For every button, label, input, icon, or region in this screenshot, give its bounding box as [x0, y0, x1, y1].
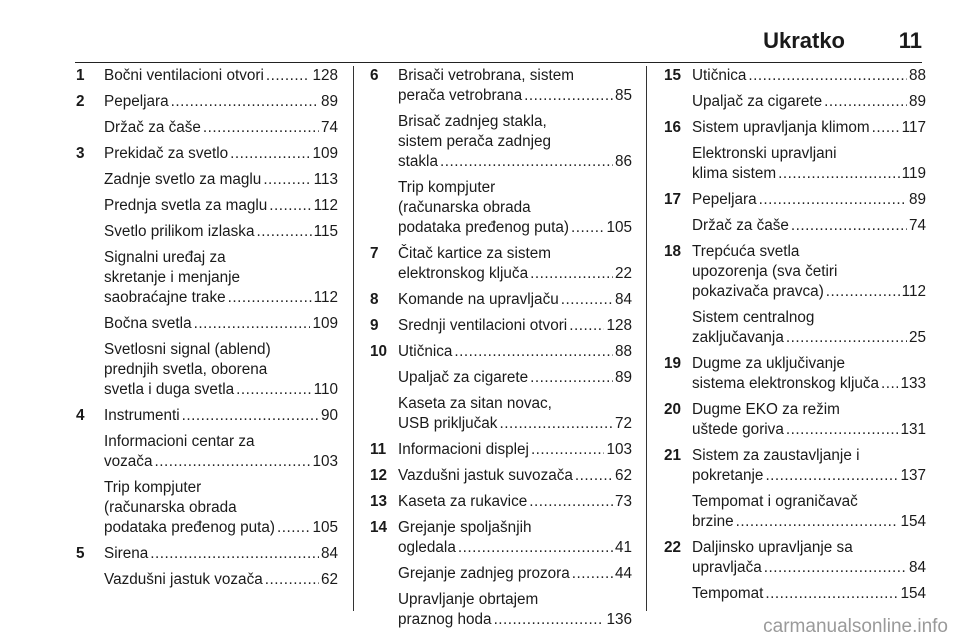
- dot-leader: [824, 92, 907, 112]
- index-entry: [370, 178, 632, 238]
- entry-text: sistem perača zadnjeg: [398, 133, 552, 150]
- entry-text: pokazivača pravca): [692, 283, 824, 300]
- entry-number: 9: [370, 317, 379, 334]
- entry-text: Čitač kartice za sistem: [398, 245, 552, 262]
- index-entry: [664, 308, 926, 348]
- dot-leader: [531, 440, 605, 460]
- entry-text: Komande na upravljaču: [398, 291, 559, 308]
- entry-text: (računarska obrada: [104, 499, 237, 516]
- entry-page-ref: 84: [908, 559, 926, 576]
- dot-leader: [791, 216, 907, 236]
- entry-last-line: [104, 314, 338, 334]
- dot-leader: [263, 170, 311, 190]
- entry-page-ref: 109: [312, 145, 338, 162]
- entry-text: Elektronski upravljani: [692, 145, 837, 162]
- dot-leader: [277, 518, 311, 538]
- entry-text: (računarska obrada: [398, 199, 531, 216]
- entry-last-line: [104, 118, 338, 138]
- dot-leader: [194, 314, 311, 334]
- dot-leader: [530, 264, 613, 284]
- entry-text: Vazdušni jastuk vozača: [104, 571, 263, 588]
- dot-leader: [786, 420, 899, 440]
- entry-text: perača vetrobrana: [398, 87, 523, 104]
- entry-page-ref: 105: [312, 519, 338, 536]
- entry-number: 11: [370, 441, 387, 458]
- entry-text: zaključavanja: [692, 329, 784, 346]
- entry-text: upravljača: [692, 559, 762, 576]
- dot-leader: [759, 190, 907, 210]
- entry-text: ogledala: [398, 539, 456, 556]
- entry-text: podataka pređenog puta): [104, 519, 275, 536]
- entry-last-line: [104, 518, 338, 538]
- dot-leader: [182, 406, 319, 426]
- column-divider-1: [353, 66, 354, 611]
- dot-leader: [778, 164, 899, 184]
- entry-text: Signalni uređaj za: [104, 249, 226, 266]
- entry-page-ref: 119: [901, 165, 926, 182]
- entry-last-line: [692, 282, 926, 302]
- entry-page-ref: 154: [900, 513, 926, 530]
- index-column-2: [370, 66, 632, 636]
- dot-leader: [458, 538, 613, 558]
- index-entry: [76, 196, 338, 216]
- entry-last-line: [104, 570, 338, 590]
- entry-page-ref: 88: [614, 343, 632, 360]
- entry-text: Tempomat: [692, 585, 764, 602]
- page-header: [0, 20, 960, 60]
- entry-page-ref: 154: [900, 585, 926, 602]
- entry-page-ref: 89: [614, 369, 632, 386]
- entry-text: Pepeljara: [104, 93, 169, 110]
- entry-text: Trepćuća svetla: [692, 243, 800, 260]
- dot-leader: [228, 288, 312, 308]
- entry-number: 20: [664, 401, 682, 418]
- entry-text: Brisači vetrobrana, sistem: [398, 67, 574, 84]
- entry-last-line: [398, 466, 632, 486]
- entry-last-line: [104, 222, 338, 242]
- column-divider-2: [646, 66, 647, 611]
- entry-last-line: [692, 190, 926, 210]
- dot-leader: [569, 316, 604, 336]
- index-entry: [370, 564, 632, 584]
- entry-last-line: [104, 380, 338, 400]
- entry-text: svetla i duga svetla: [104, 381, 235, 398]
- entry-page-ref: 84: [614, 291, 632, 308]
- entry-number: 3: [76, 145, 85, 162]
- index-entry: [370, 244, 632, 284]
- entry-page-ref: 73: [614, 493, 632, 510]
- entry-last-line: [692, 558, 926, 578]
- index-entry: [76, 170, 338, 190]
- entry-page-ref: 136: [606, 611, 632, 628]
- dot-leader: [266, 66, 311, 86]
- dot-leader: [269, 196, 311, 216]
- page-title: Ukratko: [763, 28, 845, 53]
- entry-page-ref: 112: [313, 289, 338, 306]
- dot-leader: [499, 414, 613, 434]
- entry-page-ref: 89: [908, 93, 926, 110]
- entry-last-line: [692, 512, 926, 532]
- entry-text: Sistem upravljanja klimom: [692, 119, 870, 136]
- dot-leader: [571, 218, 605, 238]
- dot-leader: [454, 342, 613, 362]
- entry-number: 22: [664, 539, 682, 556]
- entry-text: Grejanje spoljašnjih: [398, 519, 532, 536]
- entry-page-ref: 86: [614, 153, 632, 170]
- index-entry: [370, 290, 632, 310]
- dot-leader: [765, 466, 898, 486]
- entry-last-line: [398, 440, 632, 460]
- entry-last-line: [692, 374, 926, 394]
- page-number: 11: [898, 28, 922, 53]
- entry-last-line: [104, 452, 338, 472]
- entry-last-line: [104, 544, 338, 564]
- index-entry: [76, 66, 338, 86]
- index-entry: [664, 242, 926, 302]
- entry-text: Bočna svetla: [104, 315, 192, 332]
- entry-text: elektronskog ključa: [398, 265, 529, 282]
- dot-leader: [872, 118, 900, 138]
- entry-last-line: [692, 118, 926, 138]
- entry-page-ref: 90: [320, 407, 338, 424]
- entry-last-line: [692, 216, 926, 236]
- entry-text: Daljinsko upravljanje sa: [692, 539, 853, 556]
- entry-last-line: [398, 610, 632, 630]
- entry-text: Utičnica: [692, 67, 747, 84]
- dot-leader: [561, 290, 613, 310]
- index-entry: [76, 248, 338, 308]
- index-entry: [664, 492, 926, 532]
- entry-page-ref: 112: [901, 283, 926, 300]
- entry-last-line: [398, 492, 632, 512]
- dot-leader: [154, 452, 310, 472]
- entry-text: USB priključak: [398, 415, 498, 432]
- entry-page-ref: 109: [312, 315, 338, 332]
- index-entry: [370, 66, 632, 106]
- entry-page-ref: 22: [614, 265, 632, 282]
- entry-text: uštede goriva: [692, 421, 784, 438]
- entry-text: Zadnje svetlo za maglu: [104, 171, 262, 188]
- entry-last-line: [692, 92, 926, 112]
- entry-last-line: [692, 466, 926, 486]
- entry-text: brzine: [692, 513, 734, 530]
- dot-leader: [265, 570, 319, 590]
- entry-text: Utičnica: [398, 343, 453, 360]
- entry-text: Kaseta za sitan novac,: [398, 395, 552, 412]
- entry-page-ref: 137: [900, 467, 926, 484]
- entry-page-ref: 74: [908, 217, 926, 234]
- entry-last-line: [692, 328, 926, 348]
- dot-leader: [529, 492, 613, 512]
- entry-number: 13: [370, 493, 388, 510]
- index-entry: [664, 92, 926, 112]
- entry-text: Informacioni displej: [398, 441, 529, 458]
- entry-text: saobraćajne trake: [104, 289, 226, 306]
- entry-last-line: [104, 92, 338, 112]
- entry-last-line: [398, 564, 632, 584]
- index-entry: [76, 92, 338, 112]
- index-entry: [370, 466, 632, 486]
- entry-number: 7: [370, 245, 379, 262]
- entry-last-line: [398, 316, 632, 336]
- entry-number: 15: [664, 67, 682, 84]
- entry-last-line: [692, 66, 926, 86]
- entry-page-ref: 103: [606, 441, 632, 458]
- entry-last-line: [104, 170, 338, 190]
- entry-page-ref: 89: [320, 93, 338, 110]
- entry-last-line: [398, 414, 632, 434]
- dot-leader: [786, 328, 907, 348]
- entry-text: Držač za čaše: [692, 217, 789, 234]
- index-entry: [370, 368, 632, 388]
- entry-last-line: [398, 218, 632, 238]
- entry-text: klima sistem: [692, 165, 777, 182]
- entry-last-line: [104, 288, 338, 308]
- entry-number: 21: [664, 447, 682, 464]
- index-entry: [664, 584, 926, 604]
- index-entry: [664, 538, 926, 578]
- entry-page-ref: 131: [900, 421, 926, 438]
- entry-last-line: [692, 164, 926, 184]
- entry-number: 18: [664, 243, 682, 260]
- index-entry: [76, 118, 338, 138]
- entry-last-line: [398, 368, 632, 388]
- entry-page-ref: 41: [614, 539, 632, 556]
- entry-page-ref: 113: [313, 171, 338, 188]
- entry-page-ref: 88: [908, 67, 926, 84]
- entry-page-ref: 115: [313, 223, 338, 240]
- index-entry: [664, 144, 926, 184]
- entry-text: Dugme za uključivanje: [692, 355, 846, 372]
- entry-text: Držač za čaše: [104, 119, 201, 136]
- entry-page-ref: 25: [908, 329, 926, 346]
- dot-leader: [256, 222, 311, 242]
- dot-leader: [530, 368, 613, 388]
- entry-text: Instrumenti: [104, 407, 180, 424]
- entry-text: Upaljač za cigarete: [398, 369, 529, 386]
- entry-page-ref: 105: [606, 219, 632, 236]
- entry-number: 1: [76, 67, 85, 84]
- entry-page-ref: 44: [614, 565, 632, 582]
- entry-page-ref: 72: [614, 415, 632, 432]
- entry-page-ref: 103: [312, 453, 338, 470]
- entry-page-ref: 84: [320, 545, 338, 562]
- entry-text: Svetlosni signal (ablend): [104, 341, 271, 358]
- entry-page-ref: 112: [313, 197, 338, 214]
- index-entry: [664, 66, 926, 86]
- entry-text: stakla: [398, 153, 438, 170]
- dot-leader: [203, 118, 319, 138]
- entry-number: 14: [370, 519, 388, 536]
- entry-text: upozorenja (sva četiri: [692, 263, 838, 280]
- entry-number: 2: [76, 93, 85, 110]
- index-entry: [76, 544, 338, 564]
- entry-page-ref: 128: [606, 317, 632, 334]
- entry-text: Upaljač za cigarete: [692, 93, 823, 110]
- entry-text: pokretanje: [692, 467, 764, 484]
- dot-leader: [736, 512, 899, 532]
- index-entry: [76, 570, 338, 590]
- index-entry: [370, 342, 632, 362]
- index-column-3: [664, 66, 926, 610]
- entry-number: 16: [664, 119, 682, 136]
- entry-text: praznog hoda: [398, 611, 492, 628]
- entry-page-ref: 133: [900, 375, 926, 392]
- dot-leader: [765, 584, 898, 604]
- index-entry: [370, 440, 632, 460]
- entry-number: 10: [370, 343, 388, 360]
- entry-last-line: [398, 152, 632, 172]
- entry-last-line: [398, 290, 632, 310]
- dot-leader: [230, 144, 310, 164]
- index-entry: [664, 354, 926, 394]
- index-entry: [370, 316, 632, 336]
- dot-leader: [524, 86, 613, 106]
- index-entry: [76, 144, 338, 164]
- dot-leader: [826, 282, 900, 302]
- index-entry: [370, 112, 632, 172]
- entry-page-ref: 117: [901, 119, 926, 136]
- index-entry: [664, 446, 926, 486]
- entry-text: Bočni ventilacioni otvori: [104, 67, 264, 84]
- entry-text: podataka pređenog puta): [398, 219, 569, 236]
- index-entry: [76, 406, 338, 426]
- entry-number: 6: [370, 67, 379, 84]
- entry-text: Pepeljara: [692, 191, 757, 208]
- index-entry: [370, 394, 632, 434]
- dot-leader: [881, 374, 898, 394]
- index-entry: [76, 222, 338, 242]
- index-entry: [370, 590, 632, 630]
- entry-number: 12: [370, 467, 388, 484]
- index-entry: [664, 216, 926, 236]
- index-entry: [664, 190, 926, 210]
- entry-text: Prekidač za svetlo: [104, 145, 229, 162]
- entry-number: 19: [664, 355, 682, 372]
- entry-text: Kaseta za rukavice: [398, 493, 528, 510]
- entry-last-line: [692, 584, 926, 604]
- index-entry: [76, 340, 338, 400]
- entry-last-line: [398, 264, 632, 284]
- entry-page-ref: 85: [614, 87, 632, 104]
- entry-text: Informacioni centar za: [104, 433, 255, 450]
- entry-text: prednjih svetla, oborena: [104, 361, 268, 378]
- entry-text: Trip kompjuter: [398, 179, 496, 196]
- index-entry: [664, 400, 926, 440]
- index-entry: [370, 518, 632, 558]
- index-entry: [76, 314, 338, 334]
- entry-last-line: [398, 86, 632, 106]
- entry-text: Tempomat i ograničavač: [692, 493, 858, 510]
- dot-leader: [748, 66, 907, 86]
- entry-last-line: [104, 406, 338, 426]
- dot-leader: [575, 466, 613, 486]
- dot-leader: [236, 380, 312, 400]
- dot-leader: [171, 92, 319, 112]
- index-entry: [76, 478, 338, 538]
- index-entry: [76, 432, 338, 472]
- entry-text: vozača: [104, 453, 153, 470]
- entry-page-ref: 128: [312, 67, 338, 84]
- entry-text: Sistem centralnog: [692, 309, 815, 326]
- dot-leader: [764, 558, 907, 578]
- header-divider: [75, 62, 922, 63]
- dot-leader: [150, 544, 319, 564]
- entry-last-line: [692, 420, 926, 440]
- entry-text: Srednji ventilacioni otvori: [398, 317, 568, 334]
- entry-text: Upravljanje obrtajem: [398, 591, 539, 608]
- dot-leader: [494, 610, 605, 630]
- entry-last-line: [398, 342, 632, 362]
- entry-text: Vazdušni jastuk suvozača: [398, 467, 573, 484]
- entry-page-ref: 62: [320, 571, 338, 588]
- entry-number: 5: [76, 545, 85, 562]
- index-entry: [370, 492, 632, 512]
- entry-text: sistema elektronskog ključa: [692, 375, 880, 392]
- watermark: carmanualsonline.info: [763, 616, 948, 637]
- entry-page-ref: 110: [313, 381, 338, 398]
- entry-text: Sistem za zaustavljanje i: [692, 447, 860, 464]
- index-entry: [664, 118, 926, 138]
- entry-page-ref: 62: [614, 467, 632, 484]
- entry-last-line: [104, 144, 338, 164]
- entry-last-line: [398, 538, 632, 558]
- entry-page-ref: 89: [908, 191, 926, 208]
- entry-text: Prednja svetla za maglu: [104, 197, 268, 214]
- entry-number: 4: [76, 407, 85, 424]
- entry-text: Svetlo prilikom izlaska: [104, 223, 255, 240]
- dot-leader: [572, 564, 613, 584]
- entry-text: skretanje i menjanje: [104, 269, 241, 286]
- entry-text: Grejanje zadnjeg prozora: [398, 565, 570, 582]
- index-column-1: [76, 66, 338, 596]
- entry-last-line: [104, 66, 338, 86]
- entry-text: Trip kompjuter: [104, 479, 202, 496]
- entry-text: Brisač zadnjeg stakla,: [398, 113, 547, 130]
- entry-last-line: [104, 196, 338, 216]
- entry-number: 8: [370, 291, 379, 308]
- entry-text: Sirena: [104, 545, 149, 562]
- entry-page-ref: 74: [320, 119, 338, 136]
- entry-number: 17: [664, 191, 682, 208]
- dot-leader: [440, 152, 613, 172]
- entry-text: Dugme EKO za režim: [692, 401, 840, 418]
